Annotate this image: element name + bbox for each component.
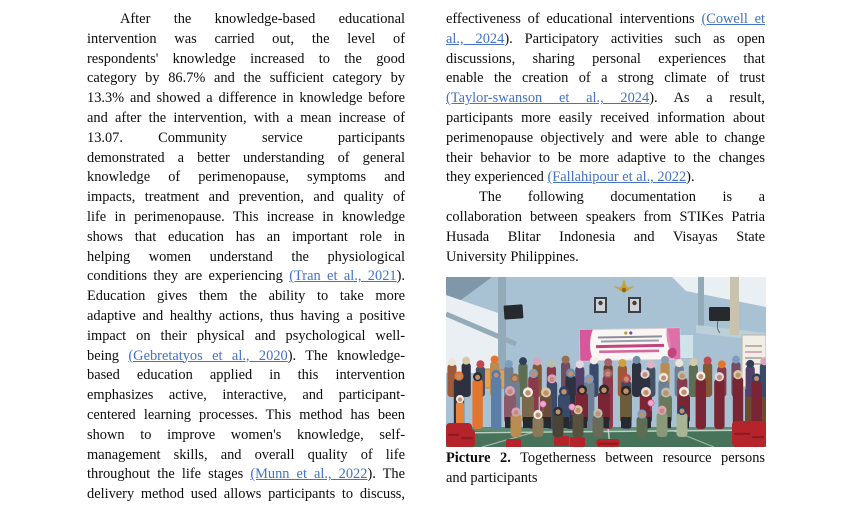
text-line xyxy=(87,10,405,30)
text-run: 13.07. Community service participants xyxy=(87,129,405,146)
text-run: University Philippines. xyxy=(446,248,579,265)
text-line xyxy=(87,30,405,50)
text-run: effectiveness of educational interventions xyxy=(446,11,702,27)
text-run: and participants xyxy=(446,469,538,486)
text-line xyxy=(446,168,765,188)
caption-line xyxy=(446,449,765,469)
citation-link[interactable]: (Fallahipour et al., 2022 xyxy=(547,169,687,186)
text-run: they experienced xyxy=(446,169,548,186)
text-line xyxy=(87,188,405,208)
text-run: ). xyxy=(686,169,695,186)
text-run: enable the creation of a strong climate of trust xyxy=(446,70,765,87)
text-line xyxy=(446,188,765,208)
text-run: category by 86.7% and the sufficient category by xyxy=(87,70,405,87)
citation-link[interactable]: (Taylor-swanson et al., 2024 xyxy=(446,90,650,107)
citation-link[interactable]: (Cowell et xyxy=(701,11,765,27)
text-run: emphasizes active, interactive, and participant- xyxy=(87,387,405,404)
text-run: life in perimenopause. This increase in knowledge xyxy=(87,208,405,225)
text-run: The following documentation is a xyxy=(479,189,765,206)
text-line xyxy=(87,168,405,188)
text-run: knowledge of perimenopause, symptoms and xyxy=(87,169,405,186)
text-run: centered learning processes. This method has been xyxy=(87,406,405,423)
text-run: demonstrated a better understanding of general xyxy=(87,149,405,166)
text-line xyxy=(87,248,405,268)
text-line xyxy=(446,208,765,228)
text-run: ). The xyxy=(367,466,405,483)
text-run: Education gives them the ability to take more xyxy=(87,288,405,305)
text-run: and after the intervention, with a mean increase of xyxy=(87,109,405,126)
text-run: shown to improve women's knowledge, self- xyxy=(87,426,405,443)
text-run: ). xyxy=(396,268,405,285)
text-run: being xyxy=(87,347,129,364)
text-run: helping women understand the physiological xyxy=(87,248,405,265)
text-run: participants more easily received information about xyxy=(446,109,765,126)
text-run: shows that education has an important role in xyxy=(87,228,405,245)
text-line xyxy=(87,69,405,89)
text-line xyxy=(87,307,405,327)
text-line xyxy=(446,69,765,89)
red-chair xyxy=(506,439,521,447)
caption-label: Picture 2. xyxy=(446,450,511,466)
text-run: impacts, treatment and prevention, and quality of xyxy=(87,189,405,206)
right-column xyxy=(446,10,765,267)
text-line xyxy=(87,89,405,109)
text-line xyxy=(446,109,765,129)
group-photo-illustration xyxy=(446,277,766,447)
caption-line xyxy=(446,469,765,489)
red-chair xyxy=(570,437,585,447)
citation-link[interactable]: (Gebretatyos et al., 2020 xyxy=(128,347,288,364)
wall-speaker-left xyxy=(504,304,524,319)
text-line xyxy=(87,109,405,129)
text-run: ). The knowledge- xyxy=(287,347,405,364)
text-run: adaptive and healthy actions, thus having a positive xyxy=(87,307,405,324)
text-line xyxy=(87,287,405,307)
text-run: 13.3% and showed a difference in knowledge before xyxy=(87,90,405,107)
text-run: throughout the life stages xyxy=(87,466,251,483)
text-line xyxy=(87,366,405,386)
citation-link[interactable]: (Tran et al., 2021 xyxy=(289,268,397,285)
text-line xyxy=(87,406,405,426)
text-line xyxy=(87,426,405,446)
text-run: Togetherness between resource persons xyxy=(510,450,765,466)
text-line xyxy=(87,327,405,347)
text-run: discussions, sharing personal experiences that xyxy=(446,50,765,67)
text-run: After the knowledge-based educational xyxy=(120,11,405,27)
text-run: based education applied in this intervention xyxy=(87,367,405,384)
text-line xyxy=(87,347,405,367)
text-run: management skills, and overall quality of life xyxy=(87,446,405,463)
text-run: ). As a result, xyxy=(649,90,765,107)
text-line xyxy=(446,129,765,149)
text-line xyxy=(87,50,405,70)
text-line xyxy=(446,149,765,169)
text-line xyxy=(446,50,765,70)
text-run: collaboration between speakers from STIKes Patria xyxy=(446,208,765,225)
text-line xyxy=(87,208,405,228)
text-run: their behavior to be more adaptive to the changes xyxy=(446,149,765,166)
text-run: ). Participatory activities such as open xyxy=(504,30,765,47)
group-photo xyxy=(446,277,766,447)
text-line xyxy=(87,129,405,149)
text-run: impact on their physical and psychological well- xyxy=(87,327,405,344)
wall-speaker-right xyxy=(709,307,730,321)
text-run: conditions they are experiencing xyxy=(87,268,290,285)
text-line xyxy=(87,228,405,248)
text-line xyxy=(87,149,405,169)
text-line xyxy=(446,248,765,268)
text-line xyxy=(446,10,765,30)
text-line xyxy=(446,30,765,50)
red-chair xyxy=(554,436,569,446)
text-line xyxy=(87,386,405,406)
text-run: intervention was carried out, the level of xyxy=(87,30,405,47)
text-run: Husada Blitar Indonesia and Visayas State xyxy=(446,228,765,245)
left-column xyxy=(87,10,405,505)
picture-caption xyxy=(446,449,765,489)
text-line xyxy=(87,446,405,466)
text-line xyxy=(446,89,765,109)
text-line xyxy=(87,267,405,287)
citation-link[interactable]: al., 2024 xyxy=(446,30,505,47)
text-line xyxy=(87,485,405,505)
text-run: respondents' knowledge increased to the good xyxy=(87,50,405,67)
text-line xyxy=(446,228,765,248)
text-run: perimenopause objectively and were able to change xyxy=(446,129,765,146)
citation-link[interactable]: (Munn et al., 2022 xyxy=(250,466,368,483)
text-line xyxy=(87,465,405,485)
text-run: delivery method used allows participants to discuss, xyxy=(87,486,405,503)
